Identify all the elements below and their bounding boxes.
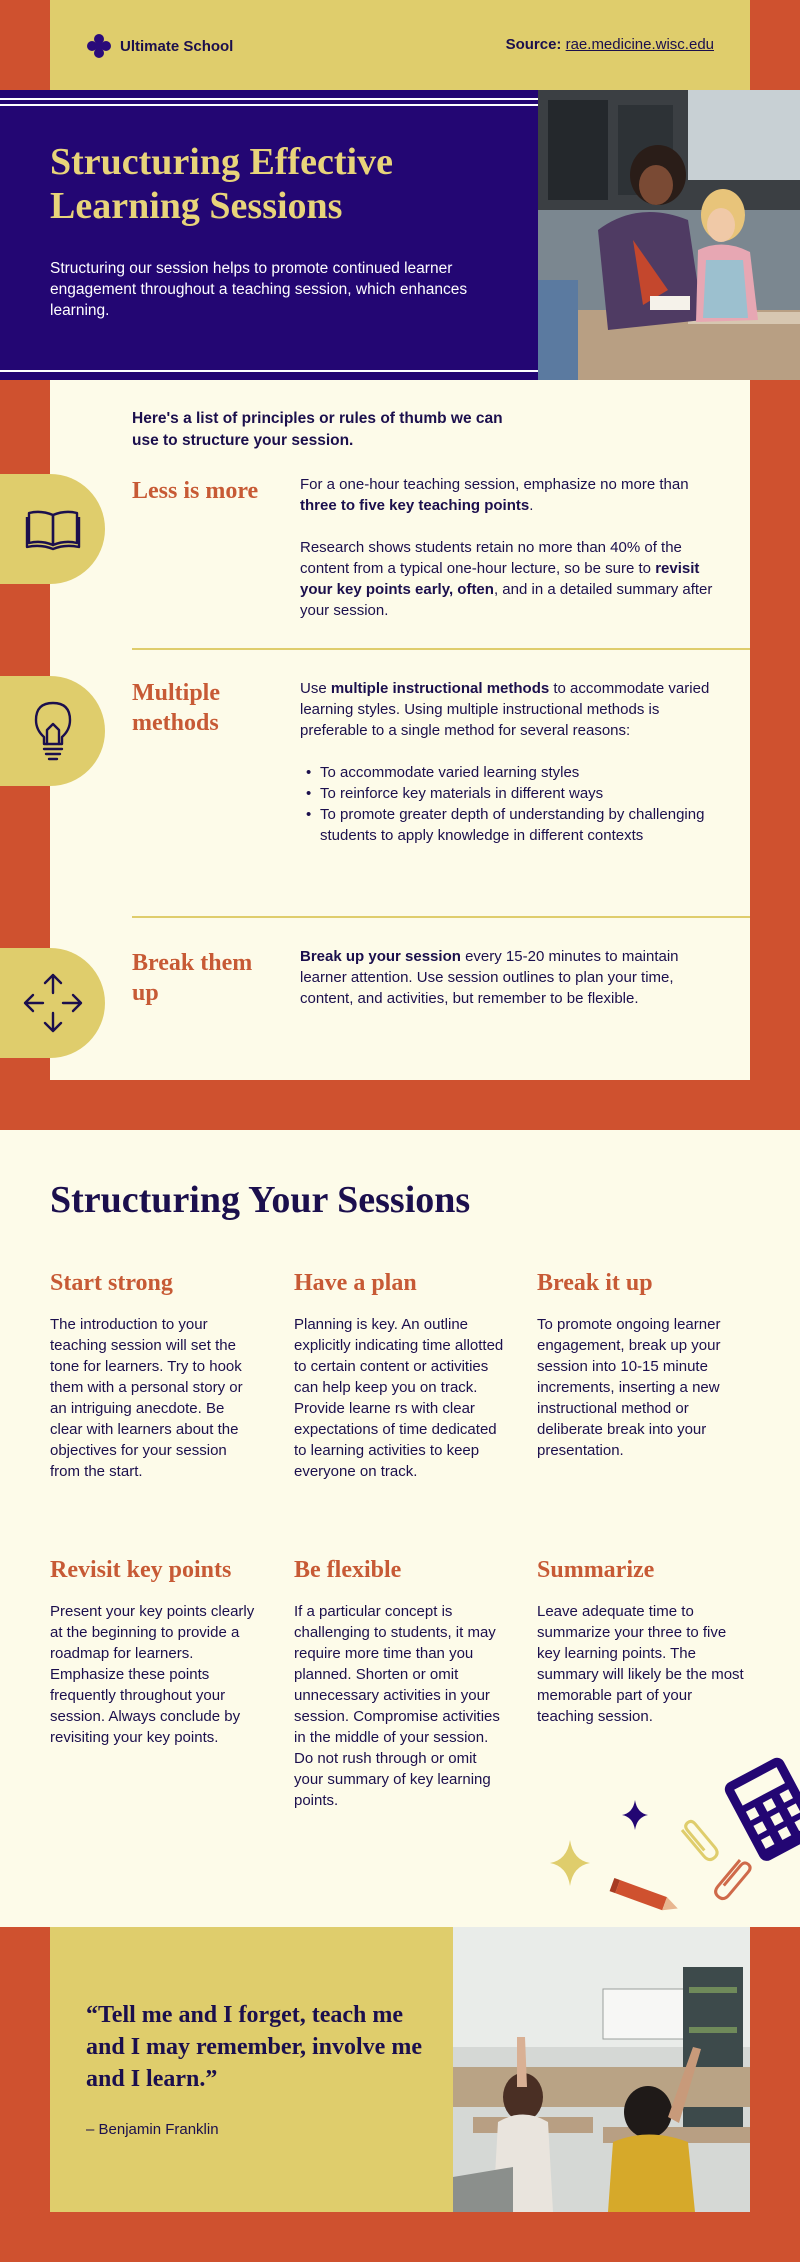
emphasis: Break up your session (300, 948, 461, 965)
section-divider (132, 648, 750, 650)
card-text: Present your key points clearly at the beginning to provide a roadmap for learners. Emphasize these points frequently throughout your session. Always conclude by revisiting your key points. (50, 1603, 255, 1746)
principle-title-less-is-more: Less is more (132, 478, 259, 504)
card-text: Leave adequate time to summarize your three to five key learning points. The summary will likely be the most memorable part of your teaching session. (537, 1603, 744, 1725)
card-start-strong (50, 1268, 260, 1482)
page-title: Structuring Effective Learning Sessions (50, 141, 393, 227)
sparkle-icon (622, 1800, 648, 1830)
classroom-photo (453, 1927, 750, 2212)
card-text: If a particular concept is challenging to students, it may require more time than you planned. Shorten or omit unnecessary activities in your session. Compromise activities in the middle of your session. Do not rush through or omit your summary of key learning points. (294, 1603, 500, 1809)
card-text: Planning is key. An outline explicitly indicating time allotted to certain content or activities can help keep you on track. Provide learne rs with clear expectations of time dedicated to learning activities to keep everyone on track. (294, 1316, 504, 1480)
text-run: Research shows students retain no more than 40% of the content from a typical one-hour lecture, so be sure to (300, 539, 682, 577)
principle-body-less-is-more (300, 474, 720, 642)
flower-logo-icon (86, 33, 112, 59)
brand-name: Ultimate School (120, 37, 234, 55)
stationery-decoration (540, 1750, 800, 1920)
card-title: Break it up (537, 1270, 653, 1296)
principle-title-multiple-methods: Multiple methods (132, 680, 220, 736)
card-title: Be flexible (294, 1557, 402, 1583)
card-be-flexible (294, 1555, 504, 1811)
principle-body-multiple-methods (300, 678, 720, 846)
card-title: Have a plan (294, 1270, 417, 1296)
book-icon (25, 507, 81, 551)
card-text: To promote ongoing learner engagement, break up your session into 10-15 minute increments, inserting a new instructional method or deliberate break into your presentation. (537, 1316, 721, 1459)
principle-body-break-them-up (300, 946, 720, 1030)
source-credit (506, 36, 714, 53)
reasons-list (300, 762, 720, 846)
hero-description: Structuring our session helps to promote continued learner engagement throughout a teaching session, which enhances learning. (50, 260, 468, 319)
hero-top-rule (0, 98, 538, 100)
text-run: every 15-20 minutes to maintain learner attention. Use session outlines to plan your time, content, and activities, but remember to be flexible. (300, 948, 679, 1007)
text-run: to accommodate varied learning styles. Using multiple instructional methods is preferable to a single method for several reasons: (300, 680, 710, 739)
card-title: Summarize (537, 1557, 655, 1583)
card-title: Start strong (50, 1270, 173, 1296)
card-break-it-up (537, 1268, 747, 1461)
principle-2-para-1 (300, 678, 720, 741)
principle-1-para-2 (300, 537, 720, 621)
principle-badge-break-them-up (0, 948, 105, 1058)
quote-author: – Benjamin Franklin (86, 2121, 219, 2138)
sparkle-icon (550, 1840, 590, 1886)
text-run: For a one-hour teaching session, emphasize no more than (300, 476, 689, 493)
list-item: • To accommodate varied learning styles (320, 762, 720, 783)
emphasis: multiple instructional methods (330, 680, 550, 697)
paperclip-icon (681, 1819, 720, 1862)
card-have-a-plan (294, 1268, 504, 1482)
calculator-icon (722, 1755, 800, 1864)
classroom-photo-illustration (538, 90, 800, 380)
sessions-title: Structuring Your Sessions (50, 1179, 471, 1221)
text-run: , and in a detailed summary after your session. (300, 581, 713, 619)
principle-title-break-them-up: Break them up (132, 950, 253, 1006)
raised-hands-photo-illustration (453, 1927, 750, 2212)
lightbulb-icon (33, 700, 73, 762)
source-label: Source: (505, 36, 562, 53)
emphasis: revisit your key points early, often (300, 560, 700, 598)
principle-1-para-1 (300, 474, 720, 516)
brand-logo[interactable] (86, 33, 233, 59)
paperclip-icon (713, 1858, 752, 1901)
card-summarize (537, 1555, 747, 1727)
principles-intro: Here's a list of principles or rules of thumb we can use to structure your session. (132, 410, 503, 449)
teacher-student-photo (538, 90, 800, 380)
principle-badge-multiple-methods (0, 676, 105, 786)
card-text: The introduction to your teaching session will set the tone for learners. Try to hook them with a personal story or an intriguing anecdote. Be clear with learners about the objectives for your session from the start. (50, 1316, 243, 1480)
list-item: • To promote greater depth of understanding by challenging students to apply knowledge in different contexts (320, 804, 720, 846)
hero-banner (0, 90, 538, 380)
quote-text: “Tell me and I forget, teach me and I may remember, involve me and I learn.” (86, 2002, 422, 2092)
sessions-section (0, 1130, 800, 1927)
section-divider (132, 916, 750, 918)
emphasis: three to five key teaching points (300, 497, 530, 514)
top-bar (50, 0, 750, 90)
principles-section (50, 380, 750, 1080)
hero-bottom-rule (0, 370, 538, 372)
text-run: . (529, 497, 534, 514)
pencil-icon (610, 1878, 681, 1915)
hero-top-rule-2 (0, 104, 538, 106)
card-revisit-key-points (50, 1555, 260, 1748)
text-run: Use (300, 680, 331, 697)
principle-badge-less-is-more (0, 474, 105, 584)
card-title: Revisit key points (50, 1557, 232, 1583)
principle-3-para-1 (300, 946, 720, 1009)
list-item: • To reinforce key materials in different ways (320, 783, 720, 804)
move-arrows-icon (21, 971, 85, 1035)
quote-panel (50, 1927, 453, 2212)
source-link[interactable]: rae.medicine.wisc.edu (565, 36, 714, 53)
